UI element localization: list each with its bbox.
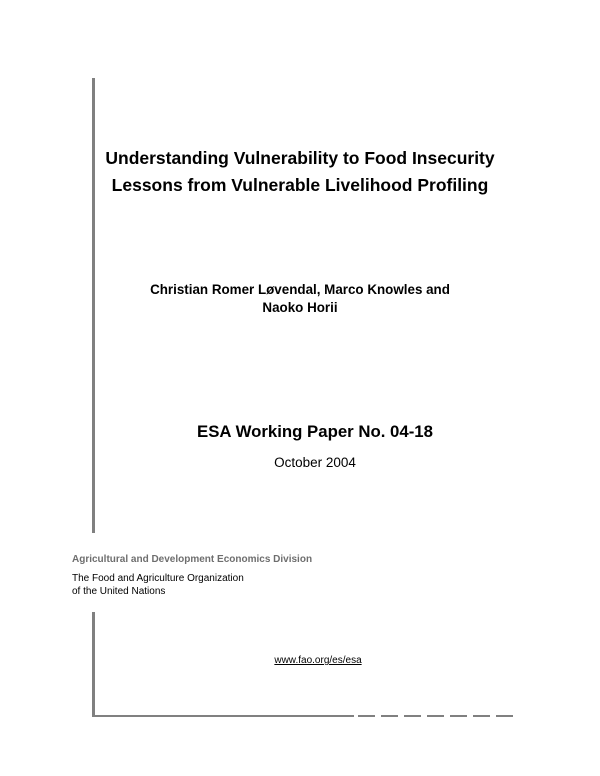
authors-line-1: Christian Romer Løvendal, Marco Knowles and — [150, 282, 450, 297]
left-vertical-rule-lower — [92, 612, 95, 717]
website-link[interactable]: www.fao.org/es/esa — [274, 655, 362, 666]
paper-title — [60, 145, 540, 199]
paper-title-line-1: Understanding Vulnerability to Food Insecurity — [105, 148, 495, 168]
publication-date: October 2004 — [274, 455, 356, 470]
bottom-horizontal-rule — [92, 715, 354, 717]
organization-line-2: of the United Nations — [72, 586, 166, 597]
authors-line-2: Naoko Horii — [262, 300, 338, 315]
working-paper-number: ESA Working Paper No. 04-18 — [197, 422, 433, 441]
organization-line-1: The Food and Agriculture Organization — [72, 573, 244, 584]
division-name: Agricultural and Development Economics Division — [72, 554, 313, 565]
paper-title-line-2: Lessons from Vulnerable Livelihood Profiling — [111, 175, 489, 195]
authors — [100, 281, 500, 317]
bottom-dashed-rule — [358, 715, 514, 717]
organization-name — [72, 572, 244, 598]
